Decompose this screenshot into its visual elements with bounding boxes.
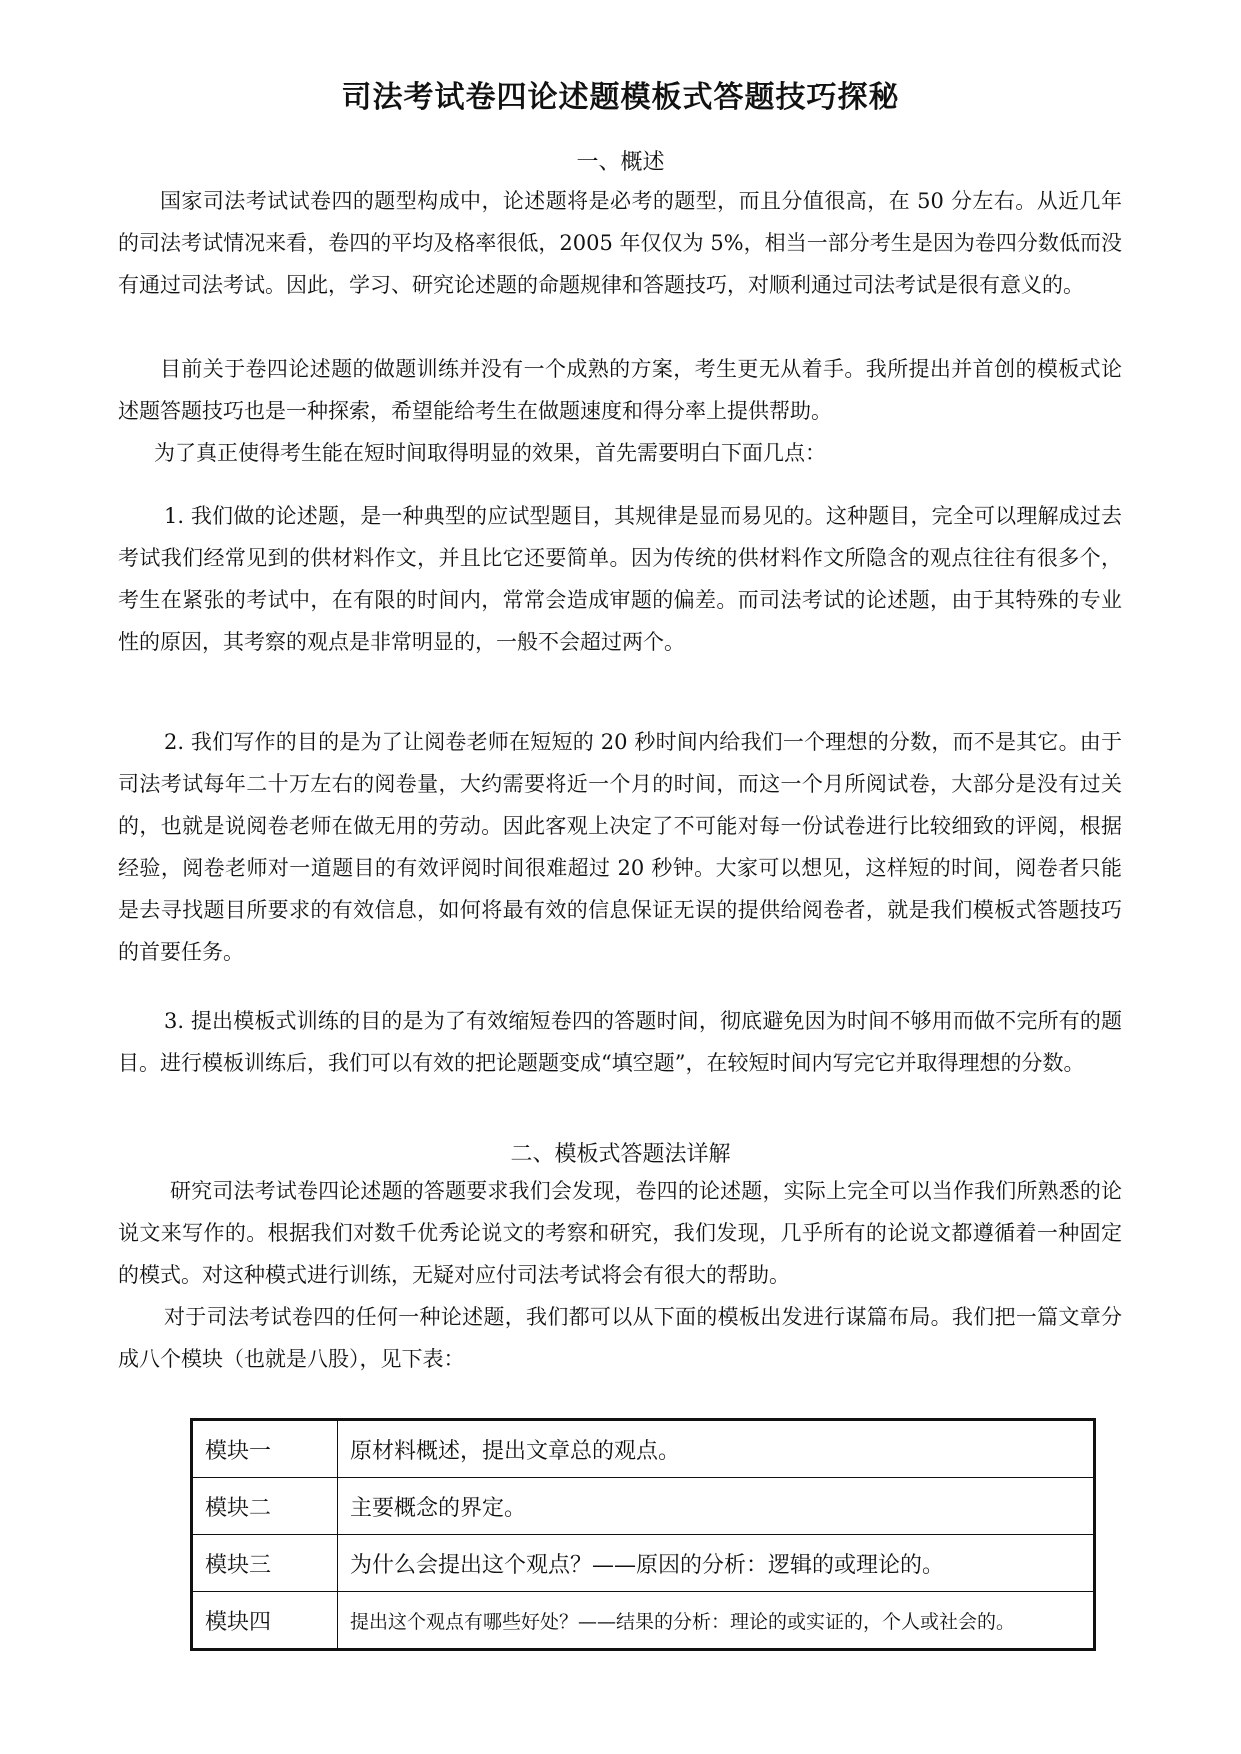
- section-heading-overview: 一、概述: [576, 150, 665, 175]
- paragraph: 研究司法考试卷四论述题的答题要求我们会发现，卷四的论述题，实际上完全可以当作我们所熟悉的论说文来写作的。根据我们对数千优秀论说文的考察和研究，我们发现，几乎所有的论说文都遵循着一种固定的模式。对这种模式进行训练，无疑对应付司法考试将会有很大的帮助。: [118, 1179, 1122, 1287]
- module-description: 提出这个观点有哪些好处？——结果的分析：理论的或实证的，个人或社会的。: [338, 1592, 1095, 1650]
- paragraph: 2. 我们写作的目的是为了让阅卷老师在短短的 20 秒时间内给我们一个理想的分数，而不是其它。由于司法考试每年二十万左右的阅卷量，大约需要将近一个月的时间，而这一个月所阅试卷，大部分是没有过关的，也就是说阅卷老师在做无用的劳动。因此客观上决定了不可能对每一份试卷进行比较细致的评阅，根据经验，阅卷老师对一道题目的有效评阅时间很难超过 20 秒钟。大家可以想见，这样短的时间，阅卷者只能是去寻找题目所要求的有效信息，如何将最有效的信息保证无误的提供给阅卷者，就是我们模板式答题技巧的首要任务。: [118, 730, 1122, 964]
- module-description: 主要概念的界定。: [338, 1478, 1095, 1535]
- module-name: 模块二: [192, 1478, 338, 1535]
- module-name: 模块四: [192, 1592, 338, 1650]
- table-row: [192, 1535, 1095, 1592]
- module-description: 原材料概述，提出文章总的观点。: [338, 1420, 1095, 1478]
- paragraph: 国家司法考试试卷四的题型构成中，论述题将是必考的题型，而且分值很高，在 50 分左右。从近几年的司法考试情况来看，卷四的平均及格率很低，2005 年仅仅为 5%，相当一部分考生是因为卷四分数低而没有通过司法考试。因此，学习、研究论述题的命题规律和答题技巧，对顺利通过司法考试是很有意义的。: [118, 189, 1122, 297]
- module-name: 模块一: [192, 1420, 338, 1478]
- table-row: [192, 1478, 1095, 1535]
- paragraph: 目前关于卷四论述题的做题训练并没有一个成熟的方案，考生更无从着手。我所提出并首创的模板式论述题答题技巧也是一种探索，希望能给考生在做题速度和得分率上提供帮助。: [118, 357, 1122, 423]
- paragraph: 对于司法考试卷四的任何一种论述题，我们都可以从下面的模板出发进行谋篇布局。我们把一篇文章分成八个模块（也就是八股），见下表：: [118, 1305, 1122, 1371]
- table-row: [192, 1592, 1095, 1650]
- module-description: 为什么会提出这个观点？——原因的分析：逻辑的或理论的。: [338, 1535, 1095, 1592]
- table-row: [192, 1420, 1095, 1478]
- module-name: 模块三: [192, 1535, 338, 1592]
- modules-table: [190, 1418, 1096, 1651]
- document-title: 司法考试卷四论述题模板式答题技巧探秘: [341, 80, 900, 115]
- section-heading-template-method: 二、模板式答题法详解: [510, 1142, 731, 1167]
- paragraph: 为了真正使得考生能在短时间取得明显的效果，首先需要明白下面几点：: [154, 441, 826, 465]
- paragraph: 1. 我们做的论述题，是一种典型的应试型题目，其规律是显而易见的。这种题目，完全可以理解成过去考试我们经常见到的供材料作文，并且比它还要简单。因为传统的供材料作文所隐含的观点往往有很多个，考生在紧张的考试中，在有限的时间内，常常会造成审题的偏差。而司法考试的论述题，由于其特殊的专业性的原因，其考察的观点是非常明显的，一般不会超过两个。: [118, 504, 1122, 654]
- paragraph: 3. 提出模板式训练的目的是为了有效缩短卷四的答题时间，彻底避免因为时间不够用而做不完所有的题目。进行模板训练后，我们可以有效的把论题题变成“填空题”，在较短时间内写完它并取得理想的分数。: [118, 1009, 1122, 1075]
